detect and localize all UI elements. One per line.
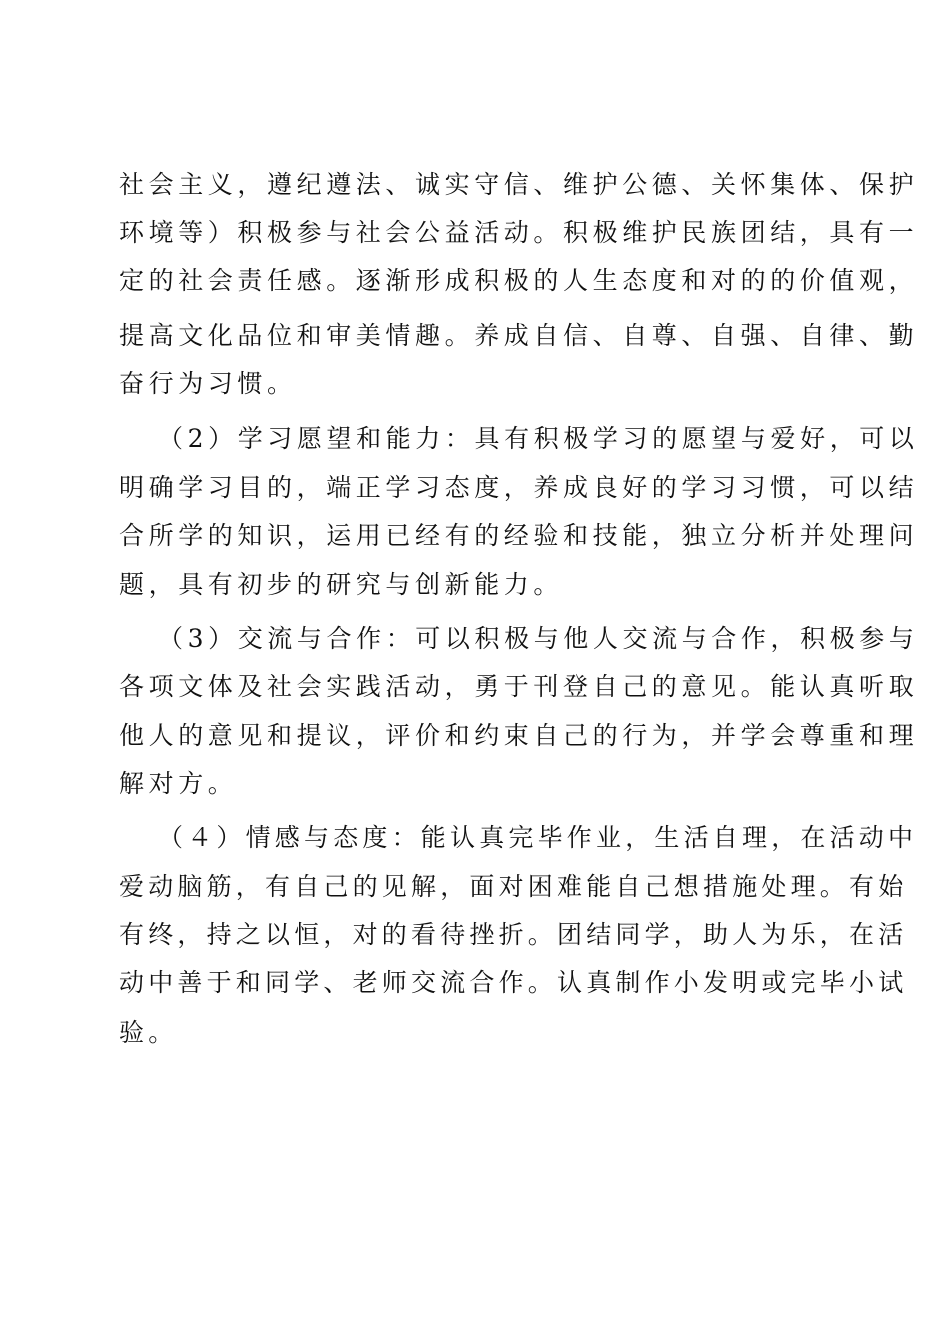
text-line: 爱动脑筋，有自己的见解，面对困难能自己想措施处理。有始	[119, 872, 908, 901]
text-line: 提高文化品位和审美情趣。养成自信、自尊、自强、自律、勤	[119, 321, 919, 350]
text-line: （４）情感与态度：能认真完毕作业，生活自理，在活动中	[158, 823, 918, 852]
text-line: （2）学习愿望和能力：具有积极学习的愿望与爱好，可以	[158, 424, 919, 453]
text-line: 验。	[119, 1018, 178, 1047]
text-line: 定的社会责任感。逐渐形成积极的人生态度和对的的价值观，	[119, 266, 919, 295]
text-line: 有终，持之以恒，对的看待挫折。团结同学，助人为乐，在活	[119, 920, 908, 949]
text-line: （3）交流与合作：可以积极与他人交流与合作，积极参与	[158, 624, 919, 653]
text-line: 各项文体及社会实践活动，勇于刊登自己的意见。能认真听取	[119, 672, 919, 701]
text-line: 明确学习目的，端正学习态度，养成良好的学习习惯，可以结	[119, 473, 919, 502]
text-line: 解对方。	[119, 769, 238, 798]
text-line: 环境等）积极参与社会公益活动。积极维护民族团结，具有一	[119, 218, 919, 247]
text-line: 奋行为习惯。	[119, 369, 297, 398]
text-line: 他人的意见和提议，评价和约束自己的行为，并学会尊重和理	[119, 721, 919, 750]
text-line: 社会主义，遵纪遵法、诚实守信、维护公德、关怀集体、保护	[119, 170, 919, 199]
text-line: 动中善于和同学、老师交流合作。认真制作小发明或完毕小试	[119, 968, 908, 997]
text-line: 题，具有初步的研究与创新能力。	[119, 570, 564, 599]
text-line: 合所学的知识，运用已经有的经验和技能，独立分析并处理问	[119, 521, 919, 550]
